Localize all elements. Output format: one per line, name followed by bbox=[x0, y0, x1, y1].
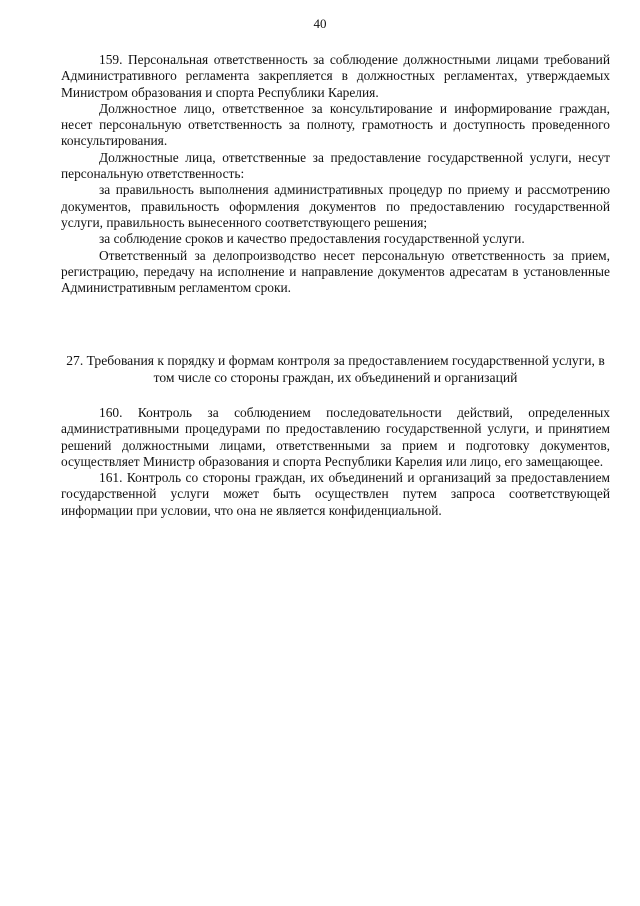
paragraph-161: 161. Контроль со стороны граждан, их объединений и организаций за предоставлением государственной услуги может быть осуществлен путем запроса соответствующей информации при условии, что она не является конфиденциальной. bbox=[61, 470, 610, 518]
bottom-paragraphs bbox=[61, 405, 610, 519]
paragraph-160: 160. Контроль за соблюдением последовательности действий, определенных административными процедурами по предоставлению государственной услуги, и принятием решений должностными лицами, ответственными за прием и подготовку документов, осуществляет Министр образования и спорта Республики Карелия или лицо, его замещающее. bbox=[61, 405, 610, 469]
top-paragraphs bbox=[61, 52, 610, 296]
paragraph-terms-quality: за соблюдение сроков и качество предоставления государственной услуги. bbox=[99, 231, 525, 247]
paragraph-records-responsibility: Ответственный за делопроизводство несет персональную ответственность за прием, регистрацию, передачу на исполнение и направление документов адресатам в установленные Административным регламентом сроки. bbox=[61, 247, 610, 296]
paragraph-159: 159. Персональная ответственность за соблюдение должностными лицами требований Административного регламента закрепляется в должностных регламентах, утверждаемых Министром образования и спорта Республики Карелия. bbox=[61, 52, 610, 100]
paragraph-procedures-correctness: за правильность выполнения административных процедур по приему и рассмотрению документов, правильность оформления документов по предоставлению государственной услуги, правильность вынесенного соответствующего решения; bbox=[61, 182, 610, 230]
paragraph-officials-responsibility: Должностные лица, ответственные за предоставление государственной услуги, несут персональную ответственность: bbox=[61, 149, 610, 182]
page-number: 40 bbox=[313, 16, 327, 31]
paragraph-consulting-responsibility: Должностное лицо, ответственное за консультирование и информирование граждан, несет персональную ответственность за полноту, грамотность и доступность проведенного консультирования. bbox=[61, 100, 610, 149]
section-heading: 27. Требования к порядку и формам контроля за предоставлением государственной услуги, в том числе со стороны граждан, их объединений и организаций bbox=[66, 353, 605, 385]
